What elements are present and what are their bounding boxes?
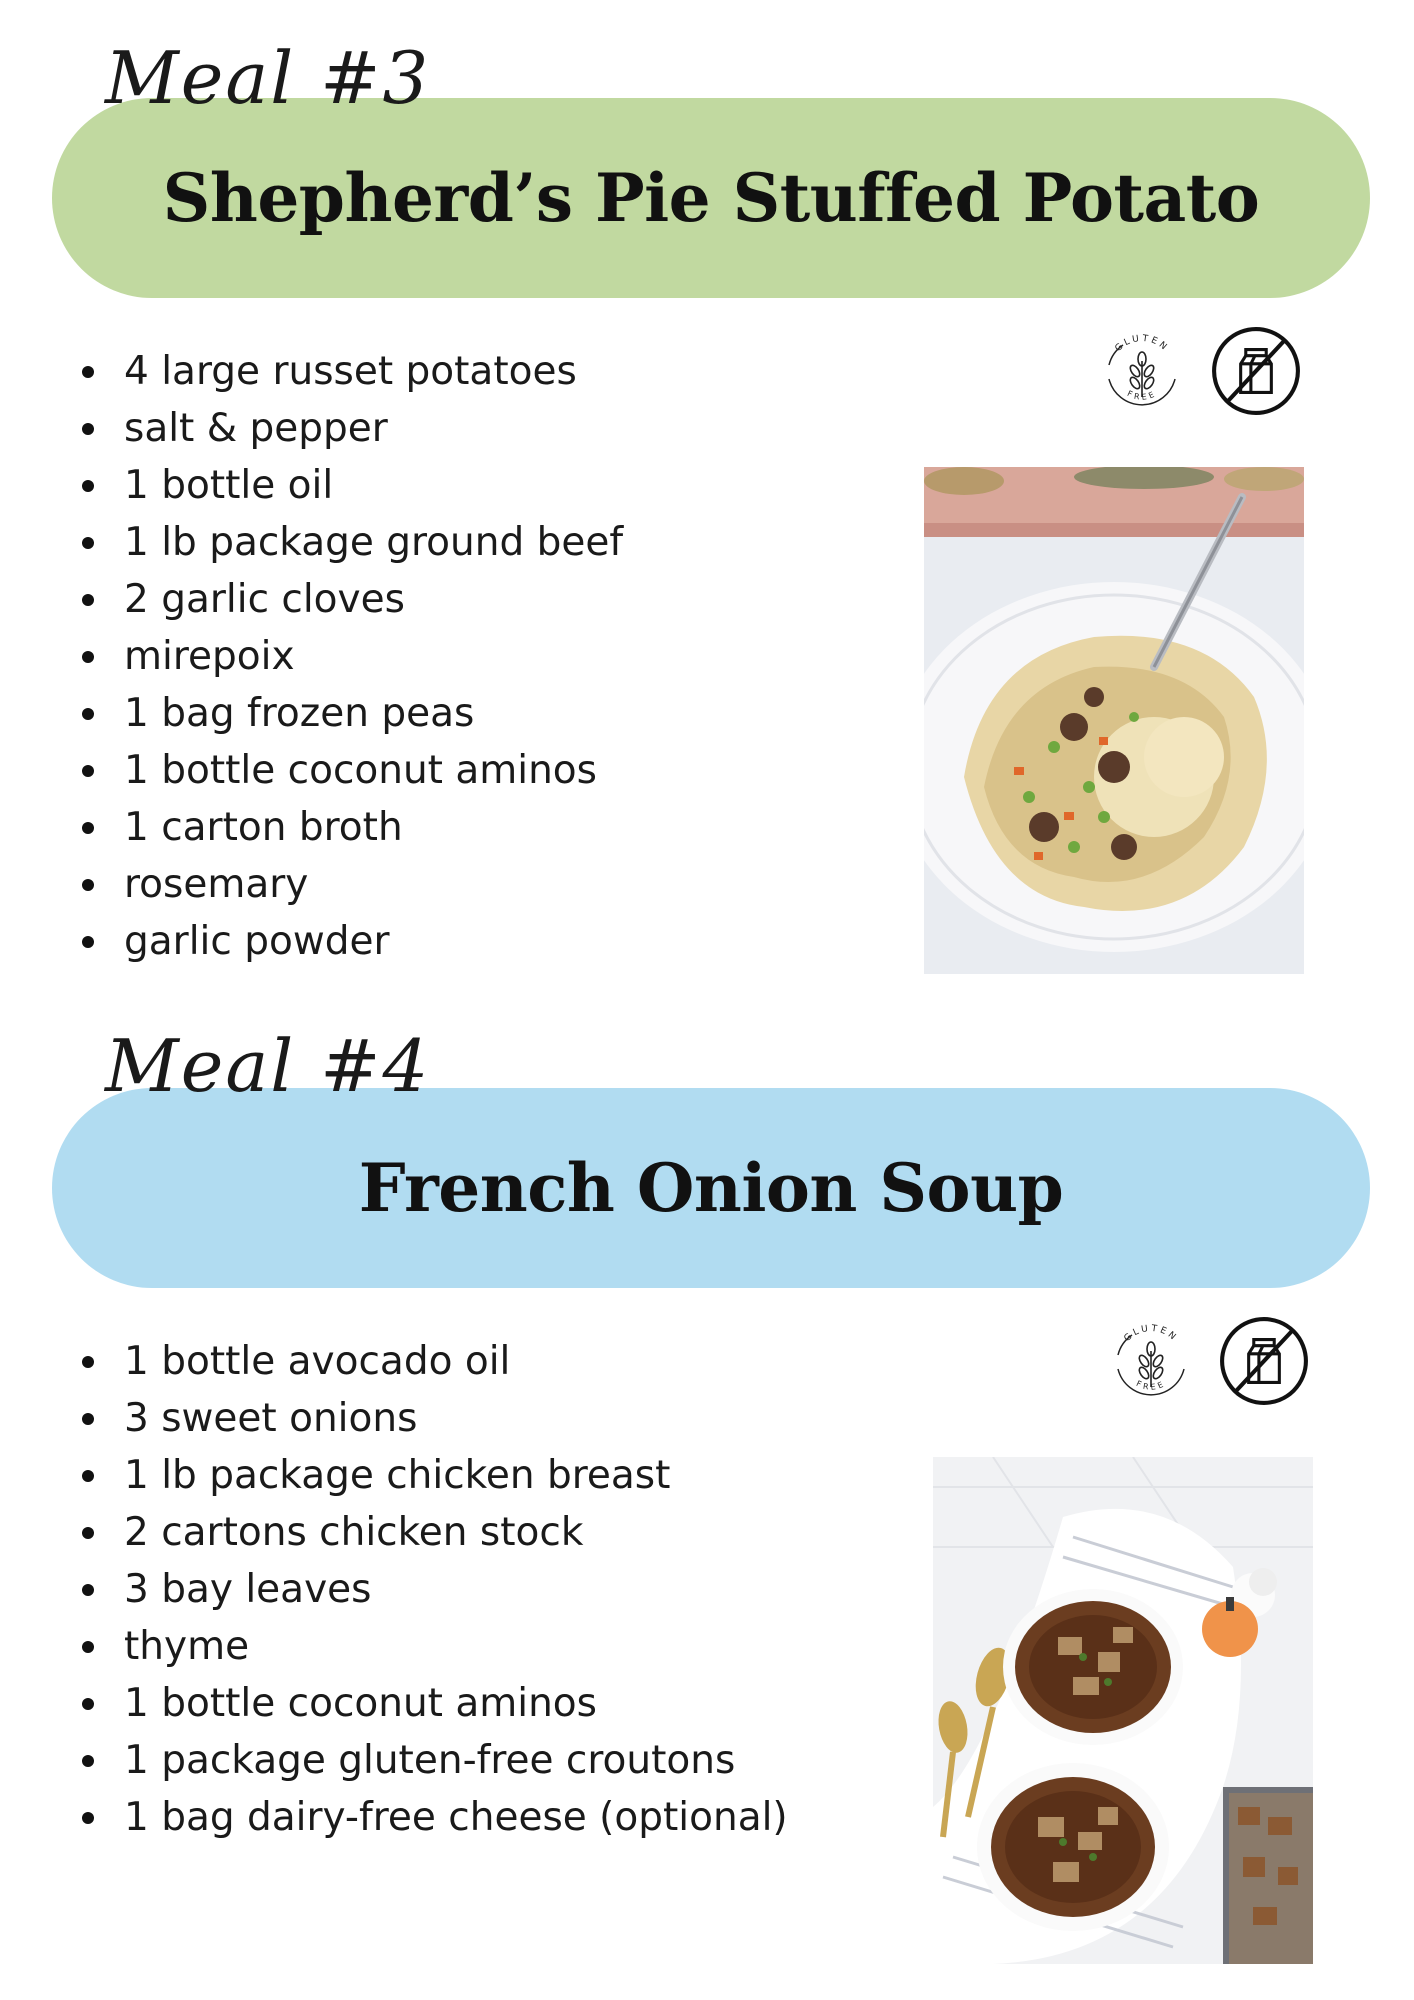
ingredient-item: 1 carton broth [78, 799, 623, 856]
ingredient-item: 1 bag frozen peas [78, 685, 623, 742]
meal-3-ingredient-list [78, 343, 623, 970]
dairy-free-icon [1210, 325, 1302, 417]
ingredient-item: salt & pepper [78, 400, 623, 457]
free-text: FREE [1134, 1378, 1168, 1392]
ingredient-item: thyme [78, 1618, 788, 1675]
ingredient-item: 1 bottle coconut aminos [78, 1675, 788, 1732]
ingredient-item: 3 bay leaves [78, 1561, 788, 1618]
french-onion-soup-photo [933, 1457, 1313, 1964]
ingredient-item: 1 bottle avocado oil [78, 1333, 788, 1390]
ingredient-item: 2 garlic cloves [78, 571, 623, 628]
ingredient-item: rosemary [78, 856, 623, 913]
meal-3-title: Shepherd’s Pie Stuffed Potato [162, 159, 1260, 237]
meal-4-title: French Onion Soup [358, 1149, 1064, 1227]
ingredient-item: mirepoix [78, 628, 623, 685]
ingredient-item: 1 package gluten-free croutons [78, 1732, 788, 1789]
ingredient-item: garlic powder [78, 913, 623, 970]
ingredient-item: 2 cartons chicken stock [78, 1504, 788, 1561]
gluten-text: GLUTEN [1122, 1323, 1180, 1345]
meal-4-label: Meal #4 [105, 1024, 431, 1108]
ingredient-item: 1 bag dairy-free cheese (optional) [78, 1789, 788, 1846]
dairy-free-icon [1218, 1315, 1310, 1407]
ingredient-item: 1 bottle coconut aminos [78, 742, 623, 799]
gluten-free-icon [1097, 327, 1187, 417]
svg-text:GLUTEN [1113, 334, 1170, 354]
shepherds-pie-potato-photo [924, 467, 1304, 974]
meal-3-banner [52, 98, 1370, 298]
ingredient-item: 1 lb package ground beef [78, 514, 623, 571]
ingredient-item: 4 large russet potatoes [78, 343, 623, 400]
gluten-text: GLUTEN [1113, 333, 1171, 355]
meal-3-label: Meal #3 [105, 36, 431, 120]
ingredient-item: 1 lb package chicken breast [78, 1447, 788, 1504]
meal-4-banner [52, 1088, 1370, 1288]
ingredient-item: 3 sweet onions [78, 1390, 788, 1447]
gluten-free-icon [1106, 1317, 1196, 1407]
meal-4-ingredient-list [78, 1333, 788, 1846]
ingredient-item: 1 bottle oil [78, 457, 623, 514]
free-text: FREE [1125, 388, 1159, 402]
svg-text:GLUTEN [1122, 1324, 1179, 1344]
